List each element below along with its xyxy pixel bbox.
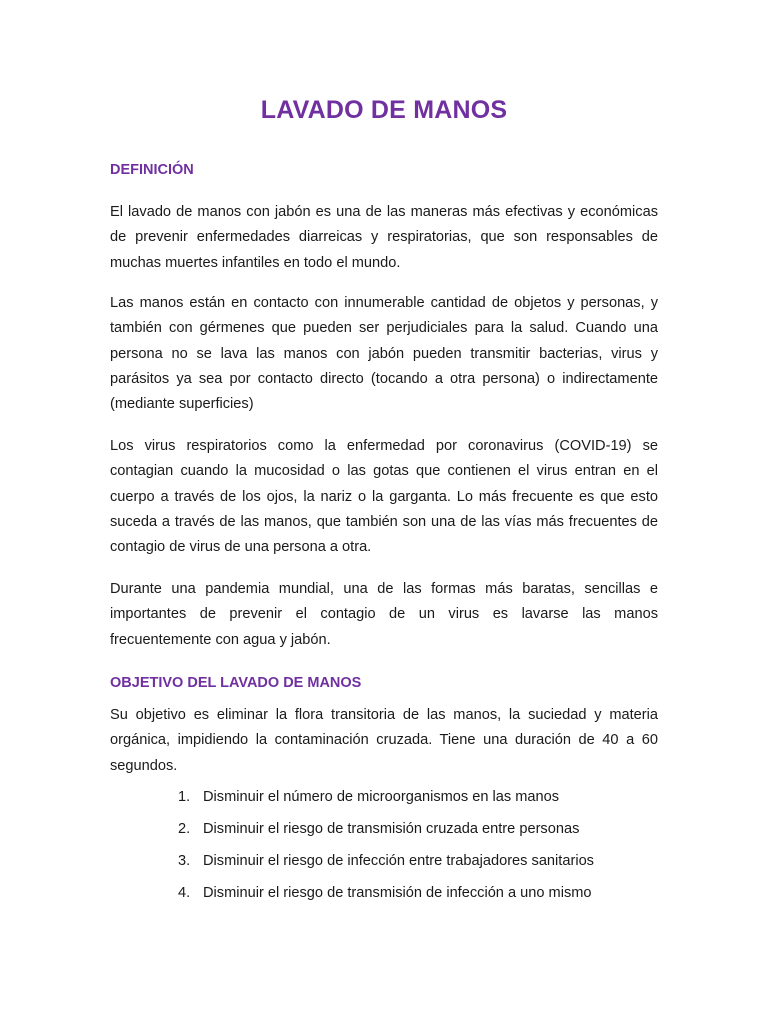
paragraph-definicion-4: Durante una pandemia mundial, una de las formas más baratas, sencillas e importantes de prevenir el contagio de un virus es lavarse las manos frecuentemente con agua y jabón. bbox=[110, 581, 658, 648]
list-item: 2. Disminuir el riesgo de transmisión cruzada entre personas bbox=[178, 821, 580, 837]
list-item: 1. Disminuir el número de microorganismos en las manos bbox=[178, 789, 560, 805]
section-heading-objetivo: OBJETIVO DEL LAVADO DE MANOS bbox=[110, 675, 362, 691]
paragraph-objetivo-1: Su objetivo es eliminar la flora transitoria de las manos, la suciedad y materia orgánica, impidiendo la contaminación cruzada. Tiene una duración de 40 a 60 segundos. bbox=[110, 707, 658, 774]
paragraph-definicion-1: El lavado de manos con jabón es una de las maneras más efectivas y económicas de prevenir enfermedades diarreicas y respiratorias, que son responsables de muchas muertes infantiles en todo el mundo. bbox=[110, 204, 658, 271]
paragraph-definicion-2: Las manos están en contacto con innumerable cantidad de objetos y personas, y también con gérmenes que pueden ser perjudiciales para la salud. Cuando una persona no se lava las manos con jabón pueden transmitir bacterias, virus y parásitos ya sea por contacto directo (tocando a otra persona) o indirectamente (mediante superficies) bbox=[110, 295, 658, 413]
document-title: LAVADO DE MANOS bbox=[260, 96, 508, 124]
list-item: 4. Disminuir el riesgo de transmisión de infección a uno mismo bbox=[178, 885, 592, 901]
section-heading-definicion: DEFINICIÓN bbox=[110, 162, 194, 178]
paragraph-definicion-3: Los virus respiratorios como la enfermedad por coronavirus (COVID-19) se contagian cuando la mucosidad o las gotas que contienen el virus entran en el cuerpo a través de los ojos, la nariz o la garganta. Lo más frecuente es que esto suceda a través de las manos, que también son una de las vías más frecuentes de contagio de virus de una persona a otra. bbox=[110, 438, 658, 556]
list-item: 3. Disminuir el riesgo de infección entre trabajadores sanitarios bbox=[178, 853, 594, 869]
